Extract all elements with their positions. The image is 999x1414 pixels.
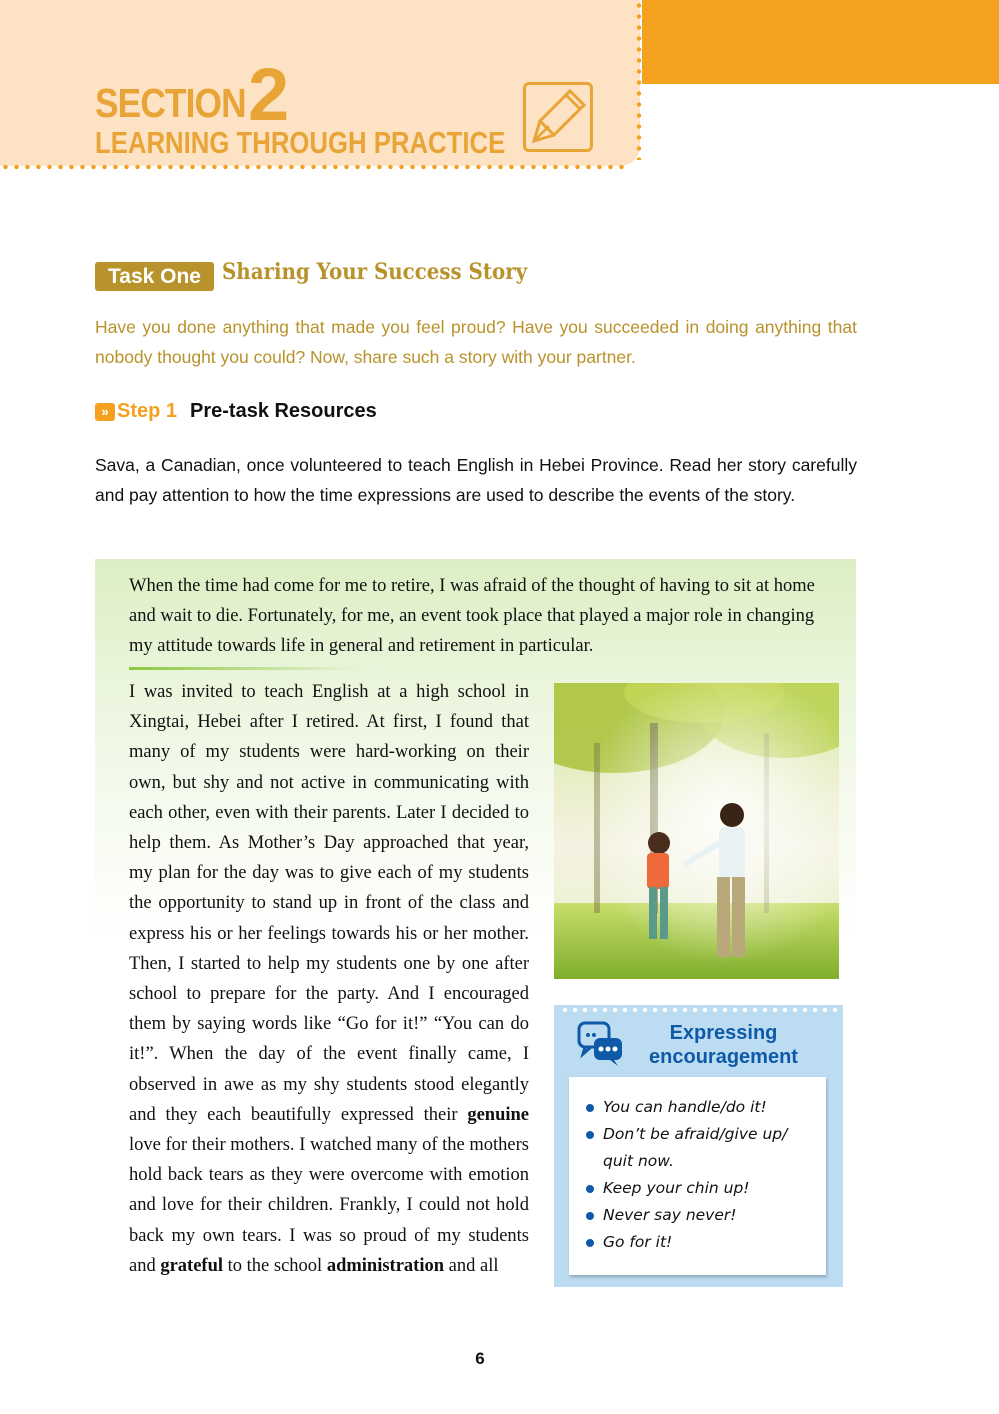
list-item: Don’t be afraid/give up/ quit now. <box>586 1121 816 1175</box>
story-text: and all <box>444 1255 499 1276</box>
pen-icon <box>523 82 593 152</box>
list-item: Go for it! <box>586 1229 816 1256</box>
encouragement-list <box>586 1094 816 1256</box>
step-body: Sava, a Canadian, once volunteered to teach English in Hebei Province. Read her story carefully and pay attention to how the time expressions are used to describe the events of the story. <box>95 455 857 505</box>
story-photo <box>554 683 839 979</box>
vocab-word-grateful: grateful <box>160 1255 224 1276</box>
divider <box>129 667 359 670</box>
task-intro: Have you done anything that made you feel proud? Have you succeeded in doing anything that nobody thought you could? Now, share such a story with your partner. <box>95 317 857 367</box>
step-label: Step 1 <box>117 400 178 422</box>
double-chevron-icon: » <box>95 403 115 421</box>
story-text: love for their mothers. I watched many of the mothers hold back tears as they were overcome with emotion and love for their children. Frankly, I could not hold back my own tears. I was so proud of my students and <box>129 1135 529 1276</box>
dotted-border-bottom <box>0 164 630 170</box>
page-number: 6 <box>475 1349 485 1368</box>
vocab-word-administration: administration <box>326 1255 445 1276</box>
section-word: SECTION <box>95 80 246 126</box>
story-body <box>129 677 529 1281</box>
story-text: I was invited to teach English at a high school in Xingtai, Hebei after I retired. At first, I found that many of my students were hard-working on their own, but shy and not active in communicating with each other, even with their parents. Later I decided to help them. As Mother’s Day approached that year, my plan for the day was to give each of my students the opportunity to stand up in front of the class and express his or her feelings towards his or her mother. Then, I started to help my students one by one after school to prepare for the party. And I encouraged them by saying words like “Go for it!” “You can do it!”. When the day of the event finally came, I observed in awe as my shy students stood elegantly and they each beautifully expressed their <box>129 682 529 1125</box>
chat-bubbles-icon <box>576 1020 626 1068</box>
dotted-border-top <box>560 1006 838 1014</box>
list-item: You can handle/do it! <box>586 1094 816 1121</box>
story-text: to the school <box>223 1255 327 1276</box>
step-title: Pre-task Resources <box>190 400 377 422</box>
section-subtitle: LEARNING THROUGH PRACTICE <box>95 125 506 160</box>
header-orange-bar <box>642 0 999 84</box>
section-number: 2 <box>248 53 290 136</box>
list-item: Never say never! <box>586 1202 816 1229</box>
encouragement-title: Expressing encouragement <box>649 1022 798 1068</box>
task-label: Task One <box>95 262 214 291</box>
task-title: Sharing Your Success Story <box>222 259 528 285</box>
story-intro: When the time had come for me to retire, I was afraid of the thought of having to sit at home and wait to die. Fortunately, for me, an event took place that played a major role in changing my attitude towards life in general and retirement in particular. <box>129 576 815 656</box>
list-item: Keep your chin up! <box>586 1175 816 1202</box>
vocab-word-genuine: genuine <box>467 1104 529 1125</box>
